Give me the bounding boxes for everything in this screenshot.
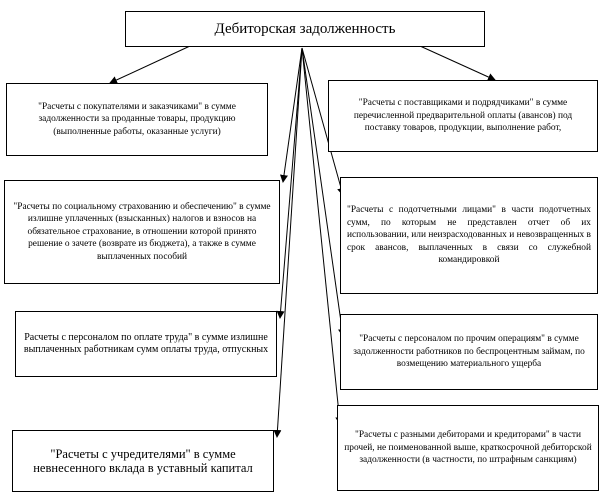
left-node-2-label: "Расчеты по социальному страхованию и обеспечению" в сумме излишне уплаченных (взысканных) налогов и взносов на обязательное страхование, в отношении которой принято решение о зачете (возврате из бюджета), а также в сумме выплаченных пособий xyxy=(13,201,271,262)
left-node-2 xyxy=(4,180,280,284)
arrow-to-left-4 xyxy=(277,48,302,437)
left-node-3 xyxy=(15,311,277,377)
right-node-2-label: "Расчеты с подотчетными лицами" в части подотчетных сумм, по которым не представлен отчет об их использовании, или неизрасходованных и невозвращенных в срок авансов, выплаченных в связи со служебной командировкой xyxy=(347,205,591,266)
right-node-1 xyxy=(328,80,598,152)
left-node-3-label: Расчеты с персоналом по оплате труда" в сумме излишне выплаченных работникам сумм оплаты труда, отпускных xyxy=(23,332,269,355)
root-node xyxy=(125,11,485,47)
arrow-to-left-3 xyxy=(280,48,302,318)
left-node-4-label: "Расчеты с учредителями" в сумме невнесенного вклада в уставный капитал xyxy=(33,446,253,475)
right-node-3-label: "Расчеты с персоналом по прочим операциям" в сумме задолженности работников по беспроцентным займам, по возмещению материального ущерба xyxy=(353,334,585,370)
left-node-1-label: "Расчеты с покупателями и заказчиками" в сумме задолженности за проданные товары, продукцию (выполненные работы, оказанные услуги) xyxy=(38,101,236,137)
right-node-1-label: "Расчеты с поставщиками и подрядчиками" в сумме перечисленной предварительной оплаты (авансов) под поставку товаров, продукции, выполнение работ, xyxy=(353,98,573,134)
right-node-4 xyxy=(337,405,599,491)
right-node-2 xyxy=(340,177,598,294)
root-label: Дебиторская задолженность xyxy=(214,20,396,37)
right-node-3 xyxy=(340,314,598,390)
left-node-1 xyxy=(6,83,268,156)
left-node-4 xyxy=(12,430,274,492)
arrow-to-right-1 xyxy=(420,46,495,80)
arrow-to-left-1 xyxy=(110,46,190,83)
right-node-4-label: "Расчеты с разными дебиторами и кредиторами" в части прочей, не поименованной выше, краткосрочной дебиторской задолженности (в частности, по штрафным санкциям) xyxy=(344,430,592,466)
